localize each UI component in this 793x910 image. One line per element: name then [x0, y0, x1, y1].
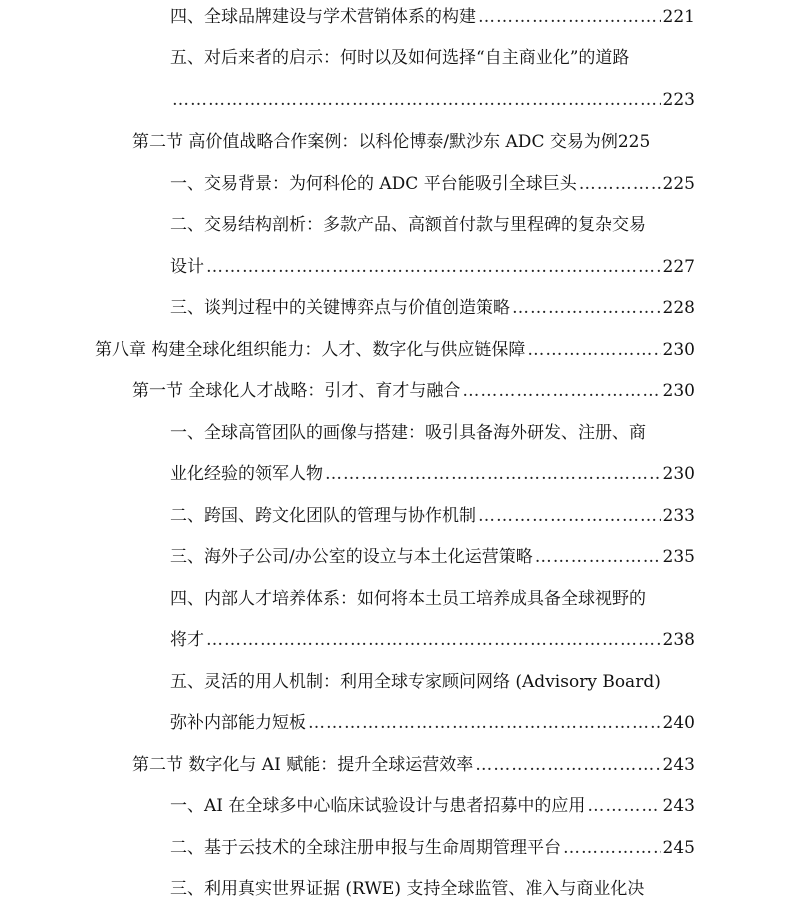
toc-page-number: 227	[662, 257, 695, 277]
toc-page-number: 243	[662, 796, 695, 816]
toc-page-number: 233	[662, 506, 695, 526]
toc-entry-title: 五、对后来者的启示：何时以及如何选择“自主商业化”的道路	[170, 48, 630, 68]
toc-entry-title: 二、基于云技术的全球注册申报与生命周期管理平台	[170, 838, 561, 858]
leader-dots	[512, 293, 661, 323]
leader-dots	[475, 750, 660, 780]
toc-section[interactable]	[132, 750, 695, 780]
leader-dots	[462, 376, 660, 406]
toc-entry[interactable]	[170, 833, 695, 863]
toc-entry[interactable]	[170, 2, 695, 32]
toc-entry-title: 第二节 数字化与 AI 赋能：提升全球运营效率	[132, 755, 474, 775]
toc-entry-title: 将才	[170, 630, 204, 650]
toc-entry-continuation[interactable]	[170, 459, 695, 489]
toc-entry[interactable]	[170, 874, 695, 904]
toc-entry-title: 三、利用真实世界证据 (RWE) 支持全球监管、准入与商业化决	[170, 879, 645, 899]
toc-entry-title: 一、AI 在全球多中心临床试验设计与患者招募中的应用	[170, 796, 586, 816]
toc-section[interactable]	[132, 376, 695, 406]
toc-entry-title: 三、谈判过程中的关键博弈点与价值创造策略	[170, 298, 510, 318]
toc-entry[interactable]	[170, 43, 695, 73]
toc-page-number: 240	[662, 713, 695, 733]
leader-dots	[587, 791, 660, 821]
toc-page-number: 235	[662, 547, 695, 567]
toc-page-number: 223	[662, 90, 695, 110]
toc-entry-title: 第八章 构建全球化组织能力：人才、数字化与供应链保障	[95, 340, 526, 360]
toc-page-number: 230	[662, 464, 695, 484]
toc-entry[interactable]	[170, 169, 695, 199]
toc-page-number: 238	[662, 630, 695, 650]
toc-page-number: 225	[617, 132, 651, 152]
toc-entry[interactable]	[170, 791, 695, 821]
toc-entry-title: 四、内部人才培养体系：如何将本土员工培养成具备全球视野的	[170, 589, 646, 609]
toc-section[interactable]	[132, 127, 695, 157]
toc-entry-continuation[interactable]	[170, 252, 695, 282]
toc-entry-title: 业化经验的领军人物	[170, 464, 323, 484]
toc-entry[interactable]	[170, 293, 695, 323]
toc-entry-title: 第一节 全球化人才战略：引才、育才与融合	[132, 381, 461, 401]
leader-dots	[478, 2, 661, 32]
toc-page-number: 230	[662, 381, 695, 401]
toc-entry-title: 二、交易结构剖析：多款产品、高额首付款与里程碑的复杂交易	[170, 215, 646, 235]
toc-page-number: 245	[662, 838, 695, 858]
toc-page-number: 228	[662, 298, 695, 318]
toc-entry-title: 三、海外子公司/办公室的设立与本土化运营策略	[170, 547, 533, 567]
toc-entry[interactable]	[170, 542, 695, 572]
toc-entry-title: 设计	[170, 257, 204, 277]
toc-chapter[interactable]	[95, 335, 695, 365]
leader-dots	[172, 85, 661, 115]
toc-entry-continuation[interactable]	[170, 625, 695, 655]
leader-dots	[579, 169, 661, 199]
leader-dots	[325, 459, 661, 489]
toc-entry[interactable]	[170, 584, 695, 614]
toc-entry-title: 一、交易背景：为何科伦的 ADC 平台能吸引全球巨头	[170, 174, 577, 194]
toc-entry[interactable]	[170, 501, 695, 531]
toc-entry[interactable]	[170, 418, 695, 448]
leader-dots	[563, 833, 661, 863]
toc-entry-title: 一、全球高管团队的画像与搭建：吸引具备海外研发、注册、商	[170, 423, 646, 443]
toc-entry-title: 二、跨国、跨文化团队的管理与协作机制	[170, 506, 476, 526]
toc-entry-continuation[interactable]	[170, 708, 695, 738]
toc-page-number: 243	[662, 755, 695, 775]
toc-page-number: 225	[662, 174, 695, 194]
leader-dots	[206, 625, 661, 655]
toc-page-number: 230	[662, 340, 695, 360]
leader-dots	[308, 708, 661, 738]
toc-entry-title: 第二节 高价值战略合作案例：以科伦博泰/默沙东 ADC 交易为例	[132, 132, 618, 152]
toc-entry[interactable]	[170, 210, 695, 240]
toc-entry[interactable]	[170, 667, 695, 697]
toc-entry-title: 弥补内部能力短板	[170, 713, 306, 733]
leader-dots	[527, 335, 660, 365]
leader-dots	[535, 542, 661, 572]
leader-dots	[206, 252, 661, 282]
toc-entry-title: 四、全球品牌建设与学术营销体系的构建	[170, 7, 476, 27]
leader-dots	[478, 501, 661, 531]
toc-entry-continuation[interactable]	[170, 85, 695, 115]
toc-entry-title: 五、灵活的用人机制：利用全球专家顾问网络 (Advisory Board)	[170, 672, 661, 692]
toc-page-number: 221	[662, 7, 695, 27]
